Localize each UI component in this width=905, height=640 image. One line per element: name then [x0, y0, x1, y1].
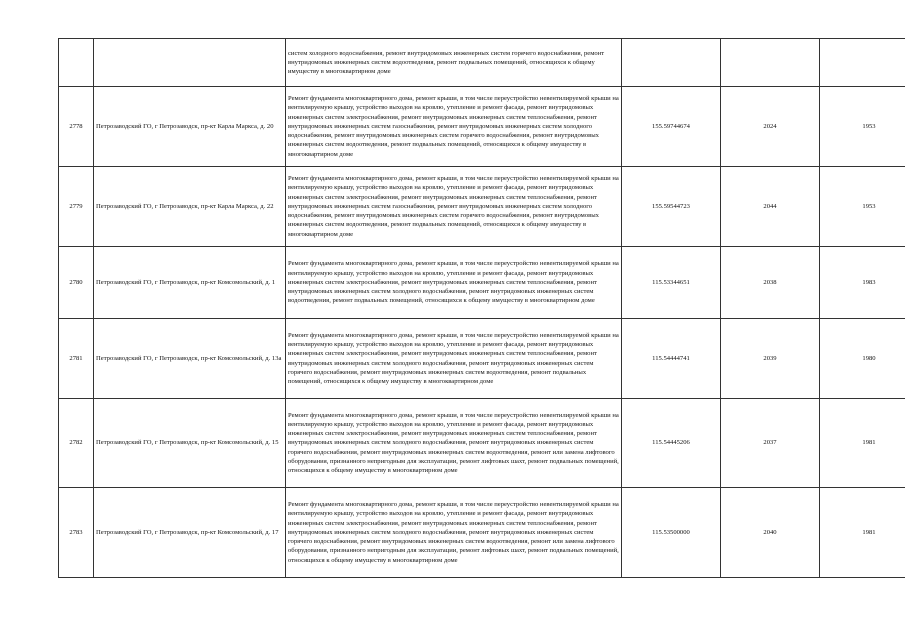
works-cell: Ремонт фундамента многоквартирного дома, ремонт крыши, в том числе переустройство невентилируемой крыши на вентилируемую крышу, устройство выходов на кровлю, утепление и ремонт фасада, ремонт внутридомовых инженерных систем электроснабжения, ремонт внутридомовых инженерных систем теплоснабжения, ремонт внутридомовых инженерных систем холодного водоснабжения, ремонт внутридомовых инженерных систем горячего водоснабжения, ремонт внутридомовых инженерных систем водоотведения, ремонт или замена лифтового оборудования, признанного непригодным для эксплуатации, ремонт лифтовых шахт, ремонт подвальных помещений, относящихся к общему имуществу в многоквартирном доме	[286, 399, 622, 488]
works-cell: Ремонт фундамента многоквартирного дома, ремонт крыши, в том числе переустройство невентилируемой крыши на вентилируемую крышу, устройство выходов на кровлю, утепление и ремонт фасада, ремонт внутридомовых инженерных систем электроснабжения, ремонт внутридомовых инженерных систем теплоснабжения, ремонт внутридомовых инженерных систем газоснабжения, ремонт внутридомовых инженерных систем холодного водоснабжения, ремонт внутридомовых инженерных систем горячего водоснабжения, ремонт внутридомовых инженерных систем водоотведения, ремонт подвальных помещений, относящихся к общему имуществу в многоквартирном доме	[286, 167, 622, 247]
year-cell: 2024	[721, 87, 820, 167]
table-row	[59, 39, 905, 87]
cost-cell: 115.53344651	[622, 247, 721, 319]
row-number: 2781	[59, 319, 94, 399]
row-number: 2779	[59, 167, 94, 247]
works-cell: Ремонт фундамента многоквартирного дома, ремонт крыши, в том числе переустройство невентилируемой крыши на вентилируемую крышу, устройство выходов на кровлю, утепление и ремонт фасада, ремонт внутридомовых инженерных систем электроснабжения, ремонт внутридомовых инженерных систем теплоснабжения, ремонт внутридомовых инженерных систем холодного водоснабжения, ремонт внутридомовых инженерных систем горячего водоснабжения, ремонт внутридомовых инженерных систем водоотведения, ремонт или замена лифтового оборудования, признанного непригодным для эксплуатации, ремонт лифтовых шахт, ремонт подвальных помещений, относящихся к общему имуществу в многоквартирном доме	[286, 488, 622, 578]
table-row	[59, 167, 905, 247]
built-year-cell: 1980	[820, 319, 905, 399]
table-row	[59, 399, 905, 488]
built-year-cell: 1953	[820, 87, 905, 167]
cost-cell: 115.54444741	[622, 319, 721, 399]
built-year-cell	[820, 39, 905, 87]
address-cell: Петрозаводский ГО, г Петрозаводск, пр-кт Комсомольский, д. 1	[94, 247, 286, 319]
address-cell: Петрозаводский ГО, г Петрозаводск, пр-кт Карла Маркса, д. 22	[94, 167, 286, 247]
year-cell: 2040	[721, 488, 820, 578]
row-number: 2778	[59, 87, 94, 167]
built-year-cell: 1953	[820, 167, 905, 247]
row-number: 2780	[59, 247, 94, 319]
year-cell: 2044	[721, 167, 820, 247]
cost-cell: 115.54445206	[622, 399, 721, 488]
year-cell: 2038	[721, 247, 820, 319]
address-cell	[94, 39, 286, 87]
built-year-cell: 1981	[820, 399, 905, 488]
address-cell: Петрозаводский ГО, г Петрозаводск, пр-кт Карла Маркса, д. 20	[94, 87, 286, 167]
row-number	[59, 39, 94, 87]
cost-cell: 155.59544723	[622, 167, 721, 247]
cost-cell: 115.53500000	[622, 488, 721, 578]
cost-cell	[622, 39, 721, 87]
table-row	[59, 87, 905, 167]
cost-cell: 155.59744674	[622, 87, 721, 167]
works-cell: Ремонт фундамента многоквартирного дома, ремонт крыши, в том числе переустройство невентилируемой крыши на вентилируемую крышу, устройство выходов на кровлю, утепление и ремонт фасада, ремонт внутридомовых инженерных систем электроснабжения, ремонт внутридомовых инженерных систем теплоснабжения, ремонт внутридомовых инженерных систем холодного водоснабжения, ремонт внутридомовых инженерных систем горячего водоснабжения, ремонт внутридомовых инженерных систем водоотведения, ремонт подвальных помещений, относящихся к общему имуществу в многоквартирном доме	[286, 319, 622, 399]
year-cell: 2037	[721, 399, 820, 488]
address-cell: Петрозаводский ГО, г Петрозаводск, пр-кт Комсомольский, д. 17	[94, 488, 286, 578]
built-year-cell: 1981	[820, 488, 905, 578]
row-number: 2782	[59, 399, 94, 488]
year-cell	[721, 39, 820, 87]
table-row	[59, 247, 905, 319]
works-cell: систем холодного водоснабжения, ремонт внутридомовых инженерных систем горячего водоснабжения, ремонт внутридомовых инженерных систем водоотведения, ремонт подвальных помещений, относящихся к общему имуществу в многоквартирном доме	[286, 39, 622, 87]
works-cell: Ремонт фундамента многоквартирного дома, ремонт крыши, в том числе переустройство невентилируемой крыши на вентилируемую крышу, устройство выходов на кровлю, утепление и ремонт фасада, ремонт внутридомовых инженерных систем электроснабжения, ремонт внутридомовых инженерных систем теплоснабжения, ремонт внутридомовых инженерных систем газоснабжения, ремонт внутридомовых инженерных систем холодного водоснабжения, ремонт внутридомовых инженерных систем горячего водоснабжения, ремонт внутридомовых инженерных систем водоотведения, ремонт подвальных помещений, относящихся к общему имуществу в многоквартирном доме	[286, 87, 622, 167]
address-cell: Петрозаводский ГО, г Петрозаводск, пр-кт Комсомольский, д. 13а	[94, 319, 286, 399]
address-cell: Петрозаводский ГО, г Петрозаводск, пр-кт Комсомольский, д. 15	[94, 399, 286, 488]
table-row	[59, 319, 905, 399]
row-number: 2783	[59, 488, 94, 578]
works-cell: Ремонт фундамента многоквартирного дома, ремонт крыши, в том числе переустройство невентилируемой крыши на вентилируемую крышу, устройство выходов на кровлю, утепление и ремонт фасада, ремонт внутридомовых инженерных систем электроснабжения, ремонт внутридомовых инженерных систем теплоснабжения, ремонт внутридомовых инженерных систем холодного водоснабжения, ремонт внутридомовых инженерных систем водоотведения, ремонт подвальных помещений, относящихся к общему имуществу в многоквартирном доме	[286, 247, 622, 319]
year-cell: 2039	[721, 319, 820, 399]
repair-program-table	[58, 38, 905, 578]
table-row	[59, 488, 905, 578]
built-year-cell: 1983	[820, 247, 905, 319]
